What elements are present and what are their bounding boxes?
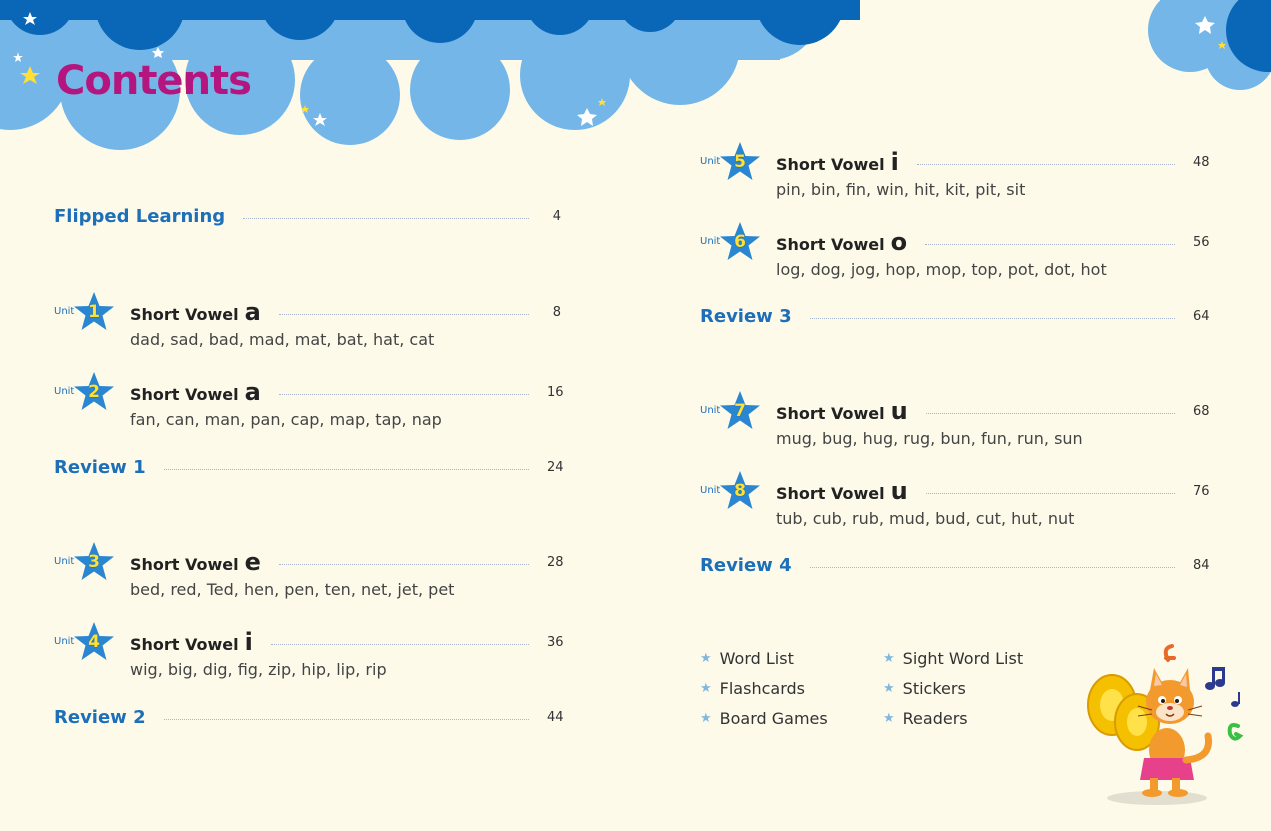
unit-title: Short Vowel a	[130, 378, 261, 406]
star-bullet-icon: ★	[883, 650, 895, 666]
review-label: Review 1	[54, 456, 146, 478]
page-number: 24	[547, 459, 564, 475]
toc-entry-flipped-learning[interactable]	[54, 203, 561, 229]
extras-item[interactable]: ★ Board Games	[700, 708, 828, 728]
unit-word: Unit	[700, 156, 721, 167]
toc-unit-7[interactable]	[700, 397, 1210, 425]
toc-unit-3[interactable]	[54, 548, 564, 576]
dotted-leader	[279, 394, 529, 395]
dotted-leader	[243, 218, 529, 219]
extras-item[interactable]: ★ Readers	[883, 708, 968, 728]
dotted-leader	[279, 314, 529, 315]
dotted-leader	[925, 244, 1175, 245]
unit-title: Short Vowel u	[776, 397, 908, 425]
review-label: Review 2	[54, 706, 146, 728]
extras-item[interactable]: ★ Word List	[700, 648, 794, 668]
unit-word: Unit	[54, 306, 75, 317]
toc-review-2[interactable]	[54, 704, 564, 730]
unit-vowel: u	[890, 477, 908, 505]
page-number: 68	[1193, 403, 1210, 419]
unit-number: 6	[734, 232, 746, 252]
page-number: 48	[1193, 154, 1210, 170]
cat-mascot-illustration	[1082, 640, 1252, 810]
dotted-leader	[926, 413, 1175, 414]
unit-word: Unit	[700, 236, 721, 247]
toc-unit-2[interactable]	[54, 378, 564, 406]
page-number: 84	[1193, 557, 1210, 573]
unit-word: Unit	[54, 556, 75, 567]
dotted-leader	[164, 469, 529, 470]
unit-title: Short Vowel e	[130, 548, 261, 576]
page-number: 64	[1193, 308, 1210, 324]
toc-unit-6[interactable]	[700, 228, 1210, 256]
unit-number: 1	[88, 302, 100, 322]
unit-number: 8	[734, 481, 746, 501]
unit-number: 5	[734, 152, 746, 172]
page-number: 44	[547, 709, 564, 725]
dotted-leader	[917, 164, 1175, 165]
unit-vowel: e	[244, 548, 261, 576]
unit-number: 2	[88, 382, 100, 402]
page-number: 36	[547, 634, 564, 650]
star-bullet-icon: ★	[883, 710, 895, 726]
unit-word: Unit	[700, 405, 721, 416]
page-number: 76	[1193, 483, 1210, 499]
star-bullet-icon: ★	[700, 650, 712, 666]
page-number: 8	[552, 304, 561, 320]
page-number: 56	[1193, 234, 1210, 250]
unit-vowel: u	[890, 397, 908, 425]
extras-item[interactable]: ★ Flashcards	[700, 678, 805, 698]
star-bullet-icon: ★	[700, 680, 712, 696]
unit-words: log, dog, jog, hop, mop, top, pot, dot, hot	[776, 260, 1107, 279]
unit-word: Unit	[700, 485, 721, 496]
unit-words: pin, bin, fin, win, hit, kit, pit, sit	[776, 180, 1026, 199]
extras-list-left	[700, 643, 828, 733]
unit-vowel: o	[890, 228, 908, 256]
page-title: Contents	[56, 58, 251, 104]
toc-unit-8[interactable]	[700, 477, 1210, 505]
unit-title: Short Vowel a	[130, 298, 261, 326]
unit-words: fan, can, man, pan, cap, map, tap, nap	[130, 410, 442, 429]
unit-word: Unit	[54, 636, 75, 647]
dotted-leader	[164, 719, 529, 720]
unit-number: 7	[734, 401, 746, 421]
unit-vowel: a	[244, 378, 261, 406]
toc-entry-label: Flipped Learning	[54, 205, 226, 227]
toc-review-4[interactable]	[700, 552, 1210, 578]
review-label: Review 4	[700, 554, 792, 576]
unit-number: 3	[88, 552, 100, 572]
toc-unit-4[interactable]	[54, 628, 564, 656]
toc-review-1[interactable]	[54, 454, 564, 480]
unit-vowel: a	[244, 298, 261, 326]
star-bullet-icon: ★	[700, 710, 712, 726]
dotted-leader	[926, 493, 1175, 494]
unit-words: tub, cub, rub, mud, bud, cut, hut, nut	[776, 509, 1075, 528]
page-number: 4	[552, 208, 561, 224]
extras-list-right	[883, 643, 1023, 733]
extras-item[interactable]: ★ Stickers	[883, 678, 966, 698]
dotted-leader	[271, 644, 529, 645]
extras-item[interactable]: ★ Sight Word List	[883, 648, 1024, 668]
unit-vowel: i	[244, 628, 253, 656]
unit-title: Short Vowel i	[776, 148, 899, 176]
toc-unit-1[interactable]	[54, 299, 561, 325]
page-number: 28	[547, 554, 564, 570]
dotted-leader	[810, 318, 1175, 319]
unit-words: wig, big, dig, fig, zip, hip, lip, rip	[130, 660, 387, 679]
unit-words: bed, red, Ted, hen, pen, ten, net, jet, pet	[130, 580, 455, 599]
unit-title: Short Vowel u	[776, 477, 908, 505]
unit-title: Short Vowel o	[776, 228, 908, 256]
toc-unit-5[interactable]	[700, 148, 1210, 176]
unit-number: 4	[88, 632, 100, 652]
page-number: 16	[547, 384, 564, 400]
unit-words: dad, sad, bad, mad, mat, bat, hat, cat	[130, 330, 435, 349]
dotted-leader	[810, 567, 1175, 568]
unit-title: Short Vowel i	[130, 628, 253, 656]
unit-vowel: i	[890, 148, 899, 176]
unit-word: Unit	[54, 386, 75, 397]
dotted-leader	[279, 564, 529, 565]
star-bullet-icon: ★	[883, 680, 895, 696]
unit-words: mug, bug, hug, rug, bun, fun, run, sun	[776, 429, 1083, 448]
toc-review-3[interactable]	[700, 303, 1210, 329]
review-label: Review 3	[700, 305, 792, 327]
